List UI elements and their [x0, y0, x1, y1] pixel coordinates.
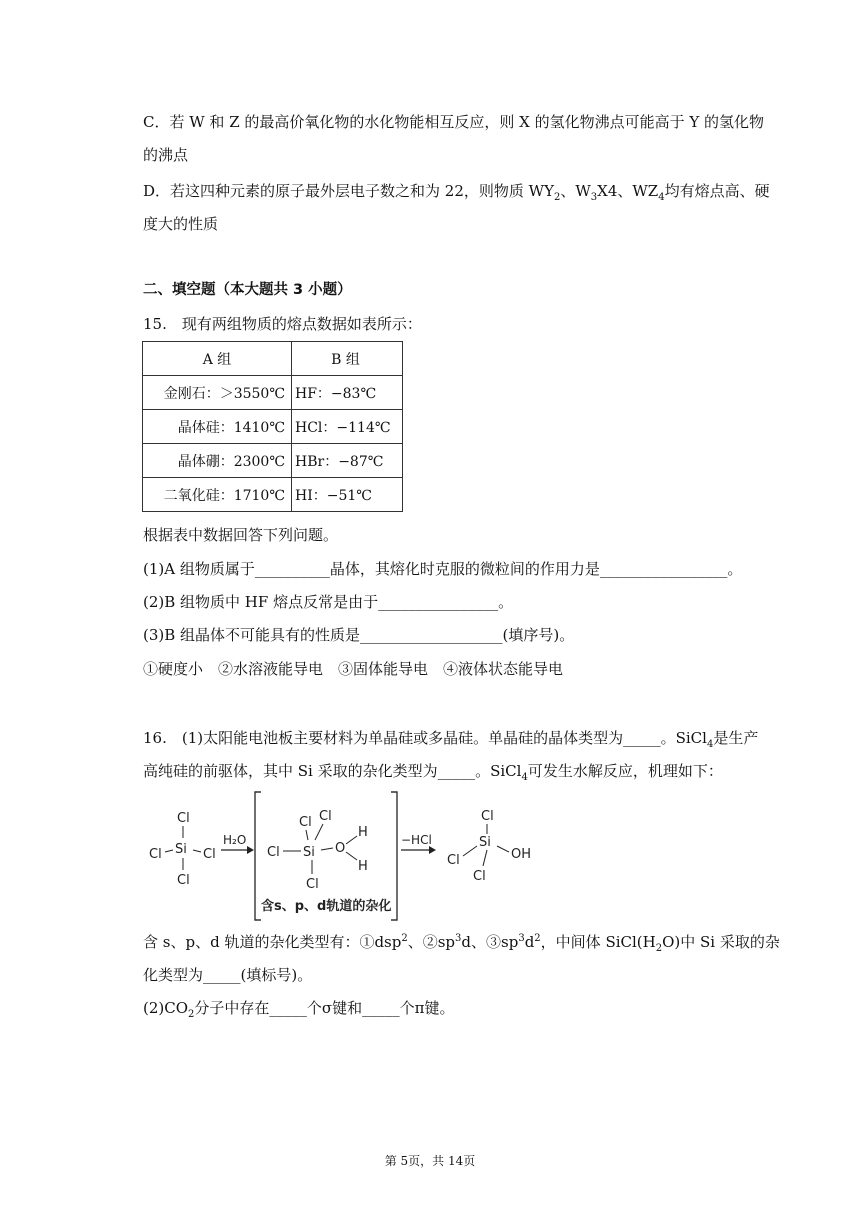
page-footer: 第 5页，共 14页	[384, 1154, 476, 1168]
q15-part1: (1)A 组物质属于__________晶体，其熔化时克服的微粒间的作用力是_________________。	[143, 560, 743, 578]
section-title: 二、填空题（本大题共 3 小题）	[143, 282, 352, 298]
atom-label: Cl	[203, 847, 216, 862]
atom-label: Cl	[299, 815, 312, 830]
table-cell: HBr：−87℃	[292, 444, 403, 478]
table-cell: HI：−51℃	[292, 478, 403, 512]
intermediate-molecule	[267, 809, 368, 892]
q16-line4: 化类型为_____(填标号)。	[143, 966, 313, 984]
table-header-a: A 组	[143, 342, 292, 376]
atom-label: Cl	[481, 809, 494, 824]
option-c-line1: C．若 W 和 Z 的最高价氧化物的水化物能相互反应，则 X 的氢化物沸点可能高于 Y 的氢化物	[143, 113, 765, 131]
atom-label: Si	[303, 845, 315, 860]
table-header-b: B 组	[292, 342, 403, 376]
q16-line2: 高纯硅的前驱体，其中 Si 采取的杂化类型为_____。SiCl$_4$可发生水解反应，机理如下：	[143, 762, 723, 783]
atom-label: O	[335, 841, 346, 856]
atom-label: Cl	[319, 809, 332, 824]
reaction-reagent: H₂O	[223, 833, 247, 847]
table-row	[143, 410, 403, 444]
atom-label: Cl	[447, 853, 460, 868]
reaction-reagent: −HCl	[401, 833, 432, 847]
q16-line5: $(2)CO_2$分子中存在_____个σ键和_____个π键。	[143, 999, 455, 1020]
table-cell: HF：−83℃	[292, 376, 403, 410]
sicl4-molecule	[149, 811, 216, 888]
table-cell: 晶体硼：2300℃	[143, 444, 292, 478]
option-d-line2: 度大的性质	[143, 215, 219, 233]
q15-part2: (2)B 组物质中 HF 熔点反常是由于________________。	[143, 593, 514, 611]
q16-line3: 含 s、p、d 轨道的杂化类型有：①dsp$^2$、$②sp^3d$、$③sp^3d^2$，中间体 $SiCl(H_2O)$中 Si 采取的杂	[143, 933, 780, 954]
table-cell: HCl：−114℃	[292, 410, 403, 444]
atom-label: Cl	[267, 845, 280, 860]
melting-point-table	[142, 341, 403, 512]
atom-label: Si	[479, 835, 491, 850]
q16-line1: 16. (1)太阳能电池板主要材料为单晶硅或多晶硅。单晶硅的晶体类型为_____。SiCl$_4$是生产	[143, 729, 759, 750]
atom-label: Cl	[306, 877, 319, 892]
bracket-caption: 含s、p、d轨道的杂化	[261, 899, 392, 914]
table-header-row	[143, 342, 403, 376]
q15-part3: (3)B 组晶体不可能具有的性质是___________________(填序号)。	[143, 626, 575, 644]
atom-label: OH	[511, 847, 532, 862]
atom-label: Cl	[177, 873, 190, 888]
q15-stem: 15. 现有两组物质的熔点数据如表所示：	[143, 315, 422, 333]
product-molecule	[447, 809, 531, 884]
q15-options: ①硬度小 ②水溶液能导电 ③固体能导电 ④液体状态能导电	[143, 660, 564, 678]
table-cell: 晶体硅：1410℃	[143, 410, 292, 444]
option-c-line2: 的沸点	[143, 146, 189, 164]
hydrolysis-mechanism-diagram	[143, 786, 543, 922]
atom-label: H	[358, 859, 368, 874]
option-d-line1: D．若这四种元素的原子最外层电子数之和为 22，则物质 $WY_2$、$W_3X4$、$WZ_4$均有熔点高、硬	[143, 182, 770, 203]
table-row	[143, 444, 403, 478]
q15-intro: 根据表中数据回答下列问题。	[143, 526, 339, 544]
table-row	[143, 478, 403, 512]
atom-label: Cl	[473, 869, 486, 884]
table-cell: 二氧化硅：1710℃	[143, 478, 292, 512]
atom-label: H	[358, 825, 368, 840]
atom-label: Cl	[177, 811, 190, 826]
table-cell: 金刚石：＞3550℃	[143, 376, 292, 410]
atom-label: Cl	[149, 847, 162, 862]
table-row	[143, 376, 403, 410]
atom-label: Si	[175, 842, 187, 857]
